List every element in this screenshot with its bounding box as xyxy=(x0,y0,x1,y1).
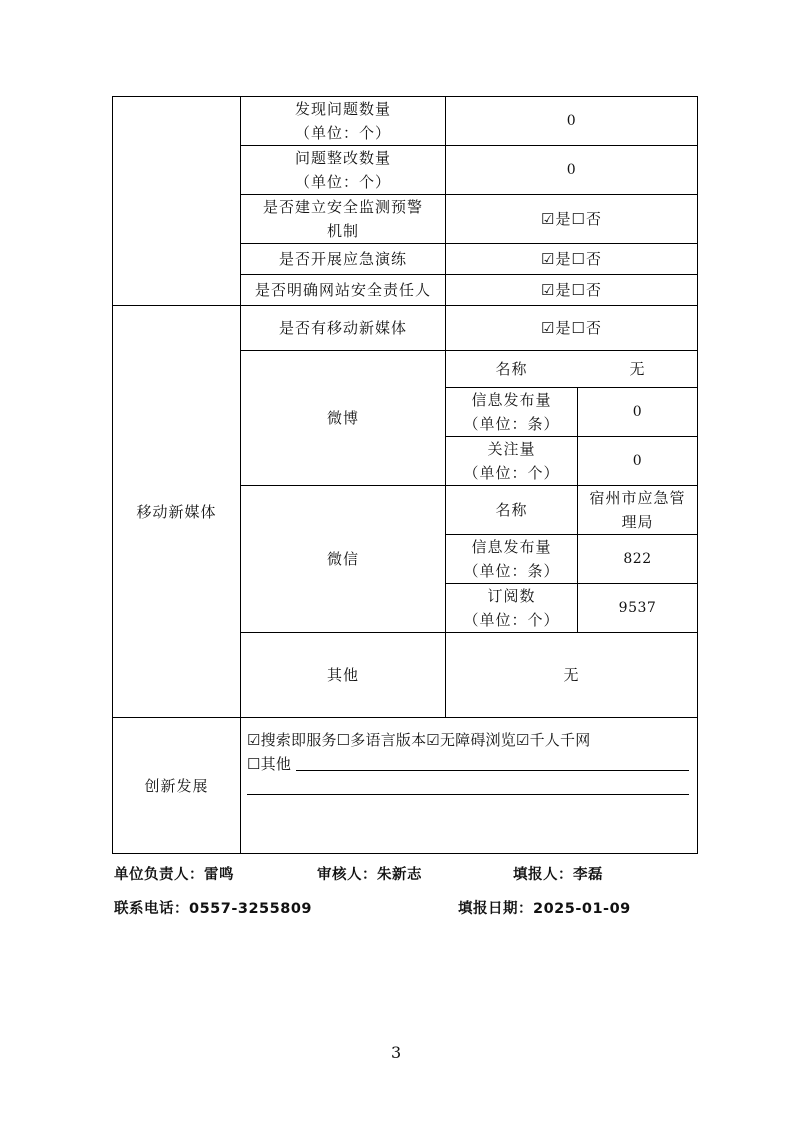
weibo-label: 微博 xyxy=(326,409,359,427)
other-fill-line xyxy=(247,794,689,795)
weibo-posts-value: 0 xyxy=(632,404,643,420)
weibo-followers-label: 关注量 （单位：个） xyxy=(463,440,560,482)
weibo-posts-label: 信息发布量 （单位：条） xyxy=(463,391,560,433)
monitoring-mechanism-checkbox: ☑是☐否 xyxy=(541,210,602,228)
monitoring-mechanism-label: 是否建立安全监测预警 机制 xyxy=(262,198,423,240)
filler: 填报人：李磊 xyxy=(513,867,603,883)
table-border-right xyxy=(697,96,698,854)
reviewer: 审核人：朱新志 xyxy=(317,867,422,883)
fill-date: 填报日期：2025-01-09 xyxy=(458,901,631,917)
wechat-posts-label: 信息发布量 （单位：条） xyxy=(463,538,560,580)
security-owner-checkbox: ☑是☐否 xyxy=(541,281,602,299)
mobile-media-section-label: 移动新媒体 xyxy=(136,502,217,521)
other-media-value: 无 xyxy=(563,666,580,684)
found-issues-label: 发现问题数量 （单位：个） xyxy=(294,100,391,142)
found-issues-value: 0 xyxy=(566,113,577,129)
wechat-subscribers-value: 9537 xyxy=(618,600,657,616)
contact-phone: 联系电话：0557-3255809 xyxy=(114,901,312,917)
page-number: 3 xyxy=(391,1043,402,1062)
wechat-name-label: 名称 xyxy=(495,501,528,519)
fixed-issues-value: 0 xyxy=(566,162,577,178)
wechat-posts-value: 822 xyxy=(623,551,652,567)
innovation-options: ☑搜索即服务☐多语言版本☑无障碍浏览☑千人千网 xyxy=(247,731,591,749)
emergency-drill-label: 是否开展应急演练 xyxy=(278,250,407,268)
weibo-followers-value: 0 xyxy=(632,453,643,469)
unit-head: 单位负责人：雷鸣 xyxy=(114,867,234,883)
wechat-name-value: 宿州市应急管 理局 xyxy=(589,489,686,531)
innovation-other-option: ☐其他 xyxy=(247,755,292,773)
table-border-bottom xyxy=(112,853,697,854)
weibo-name-label: 名称 xyxy=(495,360,528,378)
other-fill-line xyxy=(296,770,689,771)
emergency-drill-checkbox: ☑是☐否 xyxy=(541,250,602,268)
has-mobile-media-checkbox: ☑是☐否 xyxy=(541,319,602,337)
fixed-issues-label: 问题整改数量 （单位：个） xyxy=(294,149,391,191)
other-media-label: 其他 xyxy=(326,666,359,684)
weibo-name-value: 无 xyxy=(629,360,646,378)
security-owner-label: 是否明确网站安全责任人 xyxy=(254,281,431,299)
wechat-label: 微信 xyxy=(326,550,359,568)
has-mobile-media-label: 是否有移动新媒体 xyxy=(278,319,407,337)
innovation-section-label: 创新发展 xyxy=(144,776,209,795)
wechat-subscribers-label: 订阅数 （单位：个） xyxy=(463,587,560,629)
